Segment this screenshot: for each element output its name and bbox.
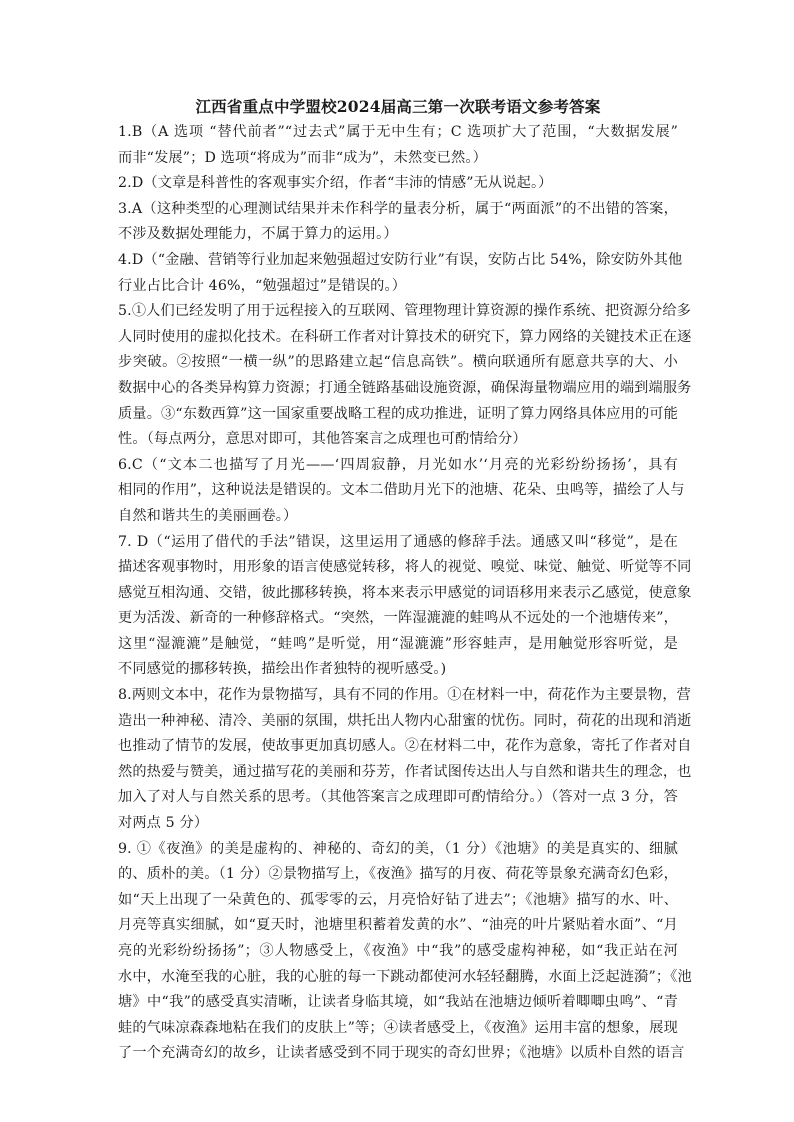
- answer-line: 4.D（“金融、营销等行业加起来勉强超过安防行业”有误，安防占比 54%，除安防外其他: [118, 251, 683, 268]
- answer-line: 这里“湿漉漉”是触觉，“蛙鸣”是听觉，用“湿漉漉”形容蛙声，是用触觉形容听觉，是: [118, 635, 678, 652]
- answer-list: [118, 120, 692, 1067]
- answer-line: 蛙的气味凉森森地粘在我们的皮肤上”等；④读者感受上，《夜渔》运用丰富的想象，展现: [118, 1019, 678, 1036]
- answer-line: 描述客观事物时，用形象的语言使感觉转移，将人的视觉、嗅觉、味觉、触觉、听觉等不同: [118, 559, 692, 576]
- page-title: 江西省重点中学盟校2024届高三第一次联考语文参考答案: [195, 97, 601, 116]
- answer-line: 7. D（“运用了借代的手法”错误，这里运用了通感的修辞手法。通感又叫“移觉”，是在: [118, 533, 678, 550]
- answer-line: 塘》中“我”的感受真实清晰，让读者身临其境，如“我站在池塘边倾听着唧唧虫鸣”、“青: [118, 994, 678, 1011]
- answer-line: 5.①人们已经发明了用于远程接入的互联网、管理物理计算资源的操作系统、把资源分给多: [118, 303, 692, 320]
- answer-lines: [118, 837, 692, 1067]
- answer-lines: [118, 248, 683, 299]
- answer-line: 9. ①《夜渔》的美是虚构的、神秘的、奇幻的美，（1 分）《池塘》的美是真实的、细腻: [118, 840, 678, 857]
- answer-item-q7: [118, 530, 692, 684]
- answer-line: 不涉及数据处理能力，不属于算力的运用。）: [118, 226, 398, 243]
- answer-lines: [118, 683, 692, 837]
- answer-line: 亮的光彩纷纷扬扬”；③人物感受上，《夜渔》中“我”的感受虚构神秘，如“我正站在河: [118, 943, 678, 959]
- answer-item-q3: [118, 197, 678, 248]
- answer-lines: [118, 120, 678, 171]
- answer-line: 的、质朴的美。（1 分）②景物描写上，《夜渔》描写的月夜、荷花等景象充满奇幻色彩，: [118, 866, 678, 883]
- answer-lines: [118, 299, 692, 453]
- answer-line: 质量。③“东数西算”这一国家重要战略工程的成功推进，证明了算力网络具体应用的可能: [118, 405, 678, 422]
- answer-line: 自然和谐共生的美丽画卷。）: [118, 507, 298, 524]
- answer-line: 月亮等真实细腻，如“夏天时，池塘里积蓄着发黄的水”、“油亮的叶片紧贴着水面”、“月: [118, 917, 678, 934]
- answer-line: 性。（每点两分，意思对即可，其他答案言之成理也可酌情给分）: [118, 431, 527, 448]
- answer-line: 对两点 5 分）: [118, 815, 209, 832]
- answer-line: 人同时使用的虚拟化技术。在科研工作者对计算技术的研究下，算力网络的关键技术正在逐: [118, 328, 692, 345]
- answer-item-q6: [118, 453, 685, 530]
- answer-line: 如“天上出现了一朵黄色的、孤零零的云，月亮恰好钻了进去”；《池塘》描写的水、叶、: [118, 891, 678, 908]
- answer-line: 加入了对人与自然关系的思考。（其他答案言之成理即可酌情给分。）（答对一点 3 分，答: [118, 789, 678, 806]
- answer-lines: [118, 453, 685, 530]
- answer-lines: [118, 171, 678, 197]
- answer-line: 6.C（“文本二也描写了月光——‘四周寂静，月光如水’‘月亮的光彩纷纷扬扬’，具有: [118, 456, 678, 473]
- answer-line: 2.D（文章是科普性的客观事实介绍，作者“丰沛的情感”无从说起。）: [118, 175, 553, 192]
- answer-line: 步突破。②按照“一横一纵”的思路建立起“信息高铁”。横向联通所有愿意共享的大、小: [118, 354, 678, 371]
- answer-line: 而非“发展”；D 选项“将成为”而非“成为”，未然变已然。）: [118, 149, 487, 166]
- answer-line: 相同的作用”，这种说法是错误的。文本二借助月光下的池塘、花朵、虫鸣等，描绘了人与: [118, 482, 685, 499]
- answer-item-q9: [118, 837, 692, 1067]
- answer-line: 也推动了情节的发展，使故事更加真切感人。②在材料二中，花作为意象，寄托了作者对自: [118, 738, 692, 755]
- answer-line: 行业占比合计 46%，“勉强超过”是错误的。）: [118, 277, 407, 294]
- answer-line: 8.两则文本中，花作为景物描写，具有不同的作用。①在材料一中，荷花作为主要景物，营: [118, 687, 692, 704]
- answer-line: 造出一种神秘、清冷、美丽的氛围，烘托出人物内心甜蜜的忧伤。同时，荷花的出现和消逝: [118, 712, 692, 729]
- answer-line: 感觉互相沟通、交错，彼此挪移转换，将本来表示甲感觉的词语移用来表示乙感觉，使意象: [118, 584, 692, 601]
- answer-line: 水中，水淹至我的心脏，我的心脏的每一下跳动都使河水轻轻翻腾，水面上泛起涟漪”；《池: [118, 968, 692, 985]
- answer-lines: [118, 197, 678, 248]
- answer-line: 更为活泼、新奇的一种修辞格式。“突然，一阵湿漉漉的蛙鸣从不远处的一个池塘传来”，: [118, 610, 678, 627]
- answer-item-q1: [118, 120, 678, 171]
- answer-line: 不同感觉的挪移转换，描绘出作者独特的视听感受。): [118, 661, 447, 678]
- answer-item-q8: [118, 683, 692, 837]
- answer-line: 3.A（这种类型的心理测试结果并未作科学的量表分析，属于“两面派”的不出错的答案，: [118, 200, 678, 217]
- answer-item-q5: [118, 299, 692, 453]
- answer-line: 了一个充满奇幻的故乡，让读者感受到不同于现实的奇幻世界；《池塘》以质朴自然的语言: [118, 1045, 685, 1062]
- answer-line: 1.B（A 选项 “替代前者”“过去式”属于无中生有；C 选项扩大了范围，“大数据发展”: [118, 124, 678, 140]
- answer-line: 数据中心的各类异构算力资源；打通全链路基础设施资源，确保海量物端应用的端到端服务: [118, 379, 692, 396]
- answer-lines: [118, 530, 692, 684]
- answer-item-q2: [118, 171, 678, 197]
- answer-line: 然的热爱与赞美，通过描写花的美丽和芬芳，作者试图传达出人与自然和谐共生的理念，也: [118, 763, 692, 780]
- answer-item-q4: [118, 248, 683, 299]
